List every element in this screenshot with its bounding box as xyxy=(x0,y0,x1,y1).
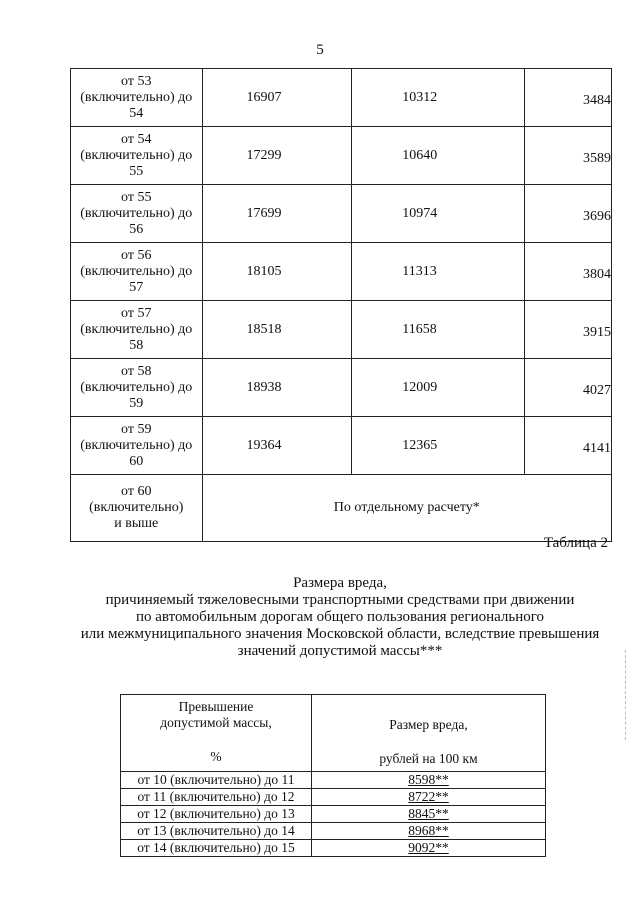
table-row xyxy=(121,823,546,840)
range-cell: от 13 (включительно) до 14 xyxy=(121,823,312,840)
range-cell: от 54 (включительно) до 55 xyxy=(71,127,203,185)
table-row xyxy=(71,417,612,475)
range-cell: от 56 (включительно) до 57 xyxy=(71,243,203,301)
table-row xyxy=(121,772,546,789)
heading-line: значений допустимой массы*** xyxy=(237,643,443,659)
range-cell: от 14 (включительно) до 15 xyxy=(121,840,312,857)
table-row xyxy=(71,127,612,185)
heading-line: причиняемый тяжеловесными транспортными средствами при движении xyxy=(105,592,575,608)
value-cell: 17299 xyxy=(202,127,352,185)
heading-line: Размера вреда, xyxy=(293,575,387,591)
range-cell: от 58 (включительно) до 59 xyxy=(71,359,203,417)
value-cell: 3484 xyxy=(525,69,612,127)
harm-table-continuation xyxy=(70,68,612,542)
value-cell: 4027 xyxy=(525,359,612,417)
column-header-excess: Превышение допустимой массы, % xyxy=(121,695,312,772)
range-cell: от 57 (включительно) до 58 xyxy=(71,301,203,359)
table-row xyxy=(71,475,612,542)
table-row xyxy=(71,301,612,359)
header-row xyxy=(121,695,546,772)
range-cell: от 10 (включительно) до 11 xyxy=(121,772,312,789)
range-cell: от 60 (включительно) и выше xyxy=(71,475,203,542)
range-cell: от 59 (включительно) до 60 xyxy=(71,417,203,475)
value-cell: 8722** xyxy=(312,789,546,806)
table-row xyxy=(121,840,546,857)
range-cell: от 12 (включительно) до 13 xyxy=(121,806,312,823)
table-caption: Таблица 2 xyxy=(543,535,608,551)
value-cell: 19364 xyxy=(202,417,352,475)
heading-line: по автомобильным дорогам общего пользования регионального xyxy=(135,609,545,625)
value-cell: 11313 xyxy=(352,243,525,301)
value-cell: 9092** xyxy=(312,840,546,857)
value-cell: 8968** xyxy=(312,823,546,840)
page-number: 5 xyxy=(316,42,324,58)
table-row xyxy=(71,359,612,417)
separate-calculation-note: По отдельному расчету* xyxy=(202,475,611,542)
value-cell: 10974 xyxy=(352,185,525,243)
table-row xyxy=(121,789,546,806)
value-cell: 18105 xyxy=(202,243,352,301)
value-cell: 3804 xyxy=(525,243,612,301)
value-cell: 18518 xyxy=(202,301,352,359)
value-cell: 12365 xyxy=(352,417,525,475)
value-cell: 18938 xyxy=(202,359,352,417)
table-row xyxy=(121,806,546,823)
value-cell: 17699 xyxy=(202,185,352,243)
table-heading xyxy=(60,575,620,660)
value-cell: 11658 xyxy=(352,301,525,359)
table-row xyxy=(71,185,612,243)
value-cell: 3696 xyxy=(525,185,612,243)
table-row xyxy=(71,69,612,127)
value-cell: 3589 xyxy=(525,127,612,185)
value-cell: 12009 xyxy=(352,359,525,417)
value-cell: 16907 xyxy=(202,69,352,127)
value-cell: 10640 xyxy=(352,127,525,185)
column-header-harm: Размер вреда, рублей на 100 км xyxy=(312,695,546,772)
scan-edge-marks xyxy=(625,650,628,740)
table-row xyxy=(71,243,612,301)
value-cell: 10312 xyxy=(352,69,525,127)
value-cell: 3915 xyxy=(525,301,612,359)
value-cell: 8845** xyxy=(312,806,546,823)
value-cell: 8598** xyxy=(312,772,546,789)
range-cell: от 53 (включительно) до 54 xyxy=(71,69,203,127)
range-cell: от 11 (включительно) до 12 xyxy=(121,789,312,806)
excess-mass-harm-table xyxy=(120,694,546,857)
heading-line: или межмуниципального значения Московской области, вследствие превышения xyxy=(80,626,600,642)
value-cell: 4141 xyxy=(525,417,612,475)
range-cell: от 55 (включительно) до 56 xyxy=(71,185,203,243)
